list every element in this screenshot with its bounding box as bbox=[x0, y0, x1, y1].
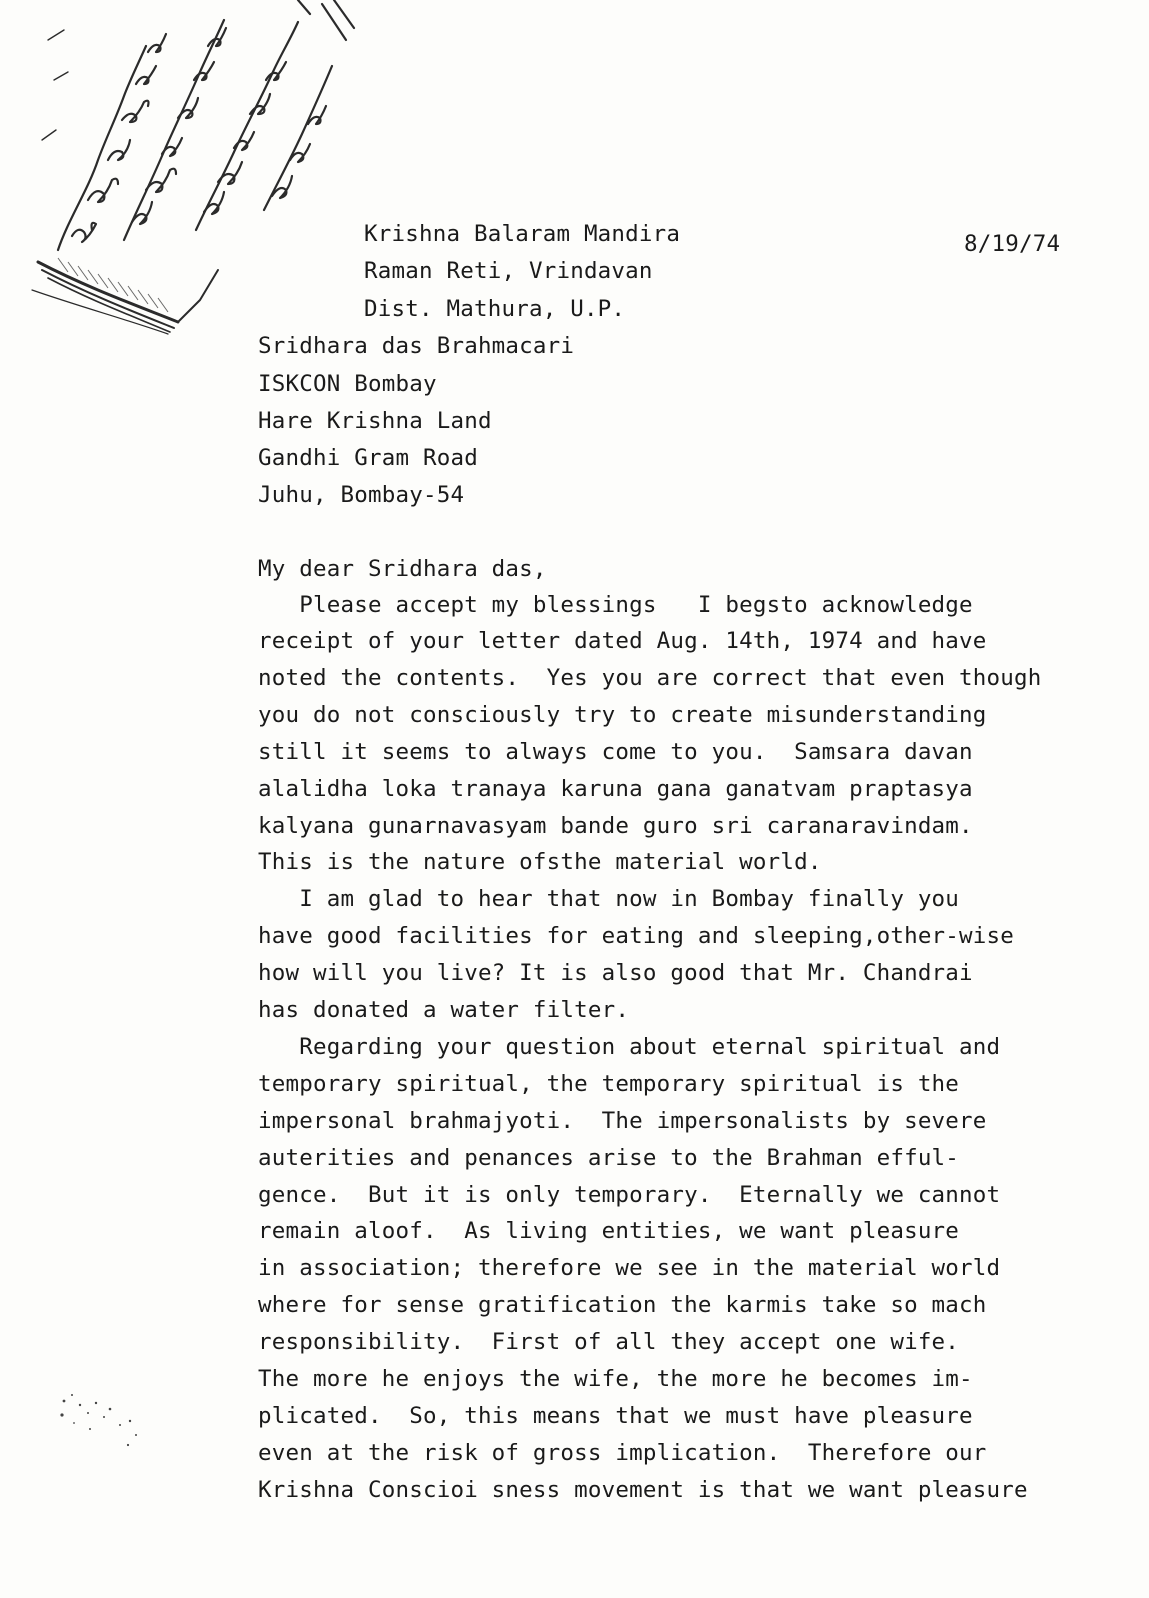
body-line: remain aloof. As living entities, we want pleasure bbox=[258, 1218, 960, 1244]
body-line: has donated a water filter. bbox=[258, 997, 630, 1023]
recipient-address-line-1: Sridhara das Brahmacari bbox=[258, 333, 575, 359]
sender-address-line-2: Raman Reti, Vrindavan bbox=[364, 258, 653, 284]
body-line: Regarding your question about eternal spiritual and bbox=[258, 1034, 1001, 1060]
body-line: I am glad to hear that now in Bombay finally you bbox=[258, 886, 960, 912]
body-line: auterities and penances arise to the Brahman efful- bbox=[258, 1145, 960, 1171]
body-line: kalyana gunarnavasyam bande guro sri caranaravindam. bbox=[258, 813, 973, 839]
recipient-address-line-4: Gandhi Gram Road bbox=[258, 445, 478, 471]
body-line: impersonal brahmajyoti. The impersonalists by severe bbox=[258, 1108, 987, 1134]
body-line: alalidha loka tranaya karuna gana ganatvam praptasya bbox=[258, 776, 973, 802]
body-line: responsibility. First of all they accept one wife. bbox=[258, 1329, 960, 1355]
body-line: The more he enjoys the wife, the more he becomes im- bbox=[258, 1366, 973, 1392]
body-line: Krishna Conscioi sness movement is that we want pleasure bbox=[258, 1477, 1028, 1503]
body-line: have good facilities for eating and sleeping,other-wise bbox=[258, 923, 1015, 949]
body-line: noted the contents. Yes you are correct that even though bbox=[258, 665, 1042, 691]
salutation: My dear Sridhara das, bbox=[258, 556, 547, 582]
body-line: This is the nature ofsthe material world. bbox=[258, 849, 822, 875]
body-line: you do not consciously try to create misunderstanding bbox=[258, 702, 987, 728]
recipient-address-line-5: Juhu, Bombay-54 bbox=[258, 482, 465, 508]
body-line: in association; therefore we see in the material world bbox=[258, 1255, 1001, 1281]
body-line: receipt of your letter dated Aug. 14th, 1974 and have bbox=[258, 628, 987, 654]
letter-date: 8/19/74 bbox=[964, 231, 1061, 257]
recipient-address-line-3: Hare Krishna Land bbox=[258, 408, 492, 434]
body-line: temporary spiritual, the temporary spiritual is the bbox=[258, 1071, 960, 1097]
sender-address-line-1: Krishna Balaram Mandira bbox=[364, 221, 681, 247]
body-line: still it seems to always come to you. Samsara davan bbox=[258, 739, 973, 765]
body-line: where for sense gratification the karmis take so mach bbox=[258, 1292, 987, 1318]
body-line: even at the risk of gross implication. Therefore our bbox=[258, 1440, 987, 1466]
margin-specks-image bbox=[50, 1385, 150, 1465]
recipient-address-line-2: ISKCON Bombay bbox=[258, 371, 437, 397]
body-line: plicated. So, this means that we must have pleasure bbox=[258, 1403, 973, 1429]
body-line: how will you live? It is also good that Mr. Chandrai bbox=[258, 960, 973, 986]
body-line: Please accept my blessings I begsto acknowledge bbox=[258, 592, 973, 618]
handwritten-note-image bbox=[28, 0, 358, 340]
body-line: gence. But it is only temporary. Eternally we cannot bbox=[258, 1182, 1001, 1208]
sender-address-line-3: Dist. Mathura, U.P. bbox=[364, 296, 626, 322]
